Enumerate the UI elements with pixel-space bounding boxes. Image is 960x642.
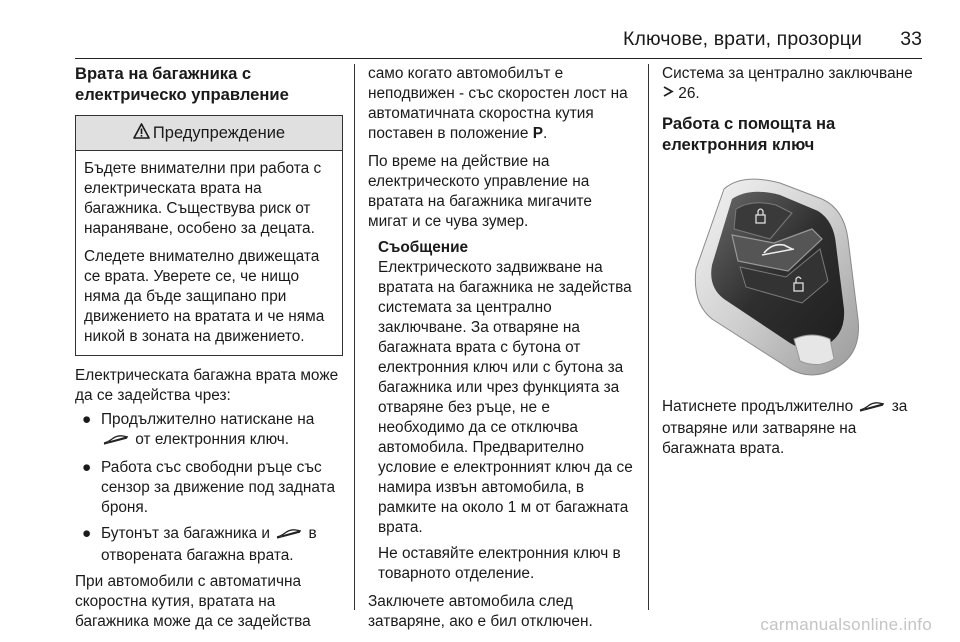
header-rule bbox=[75, 58, 922, 59]
bullet-icon: ● bbox=[82, 459, 92, 476]
intro-text: Електрическата багажна врата може да се задейства чрез: bbox=[75, 367, 339, 404]
paragraph-1-end: . bbox=[542, 125, 548, 142]
header-title: Ключове, врати, прозорци bbox=[623, 28, 862, 50]
note-title: Съобщение bbox=[378, 239, 469, 256]
column-3 bbox=[662, 64, 924, 459]
bullet3-text-end: в отворената багажна врата. bbox=[101, 525, 317, 564]
warning-triangle-icon bbox=[133, 123, 150, 144]
column-divider-2 bbox=[648, 64, 649, 610]
bullet-icon: ● bbox=[82, 525, 92, 542]
tailgate-car-icon bbox=[103, 432, 129, 452]
column-2 bbox=[368, 64, 634, 632]
list-item bbox=[75, 524, 343, 566]
warning-box bbox=[75, 115, 343, 356]
instruction-text-end: за отваряне или затваряне на багажната врата. bbox=[662, 398, 908, 457]
section-heading: Врата на багажника с електрическо управление bbox=[75, 64, 289, 104]
bullet-list bbox=[75, 410, 343, 566]
note-text-1: Електрическото задвижване на вратата на багажника не задейства системата за централно заключване. За отваряне на багажната врата с бутона от електронния ключ или с бутона за багажника или чрез функцията за отваряне без ръце, не е необходимо да се отключва автомобила. Предварително условие е електронният ключ да се намира извън автомобила, в рамките на около 1 м от багажната врата. bbox=[378, 259, 633, 536]
warning-label: Предупреждение bbox=[152, 124, 286, 142]
paragraph-3: Заключете автомобила след затваряне, ако е бил отключен. bbox=[368, 593, 593, 630]
reference-text bbox=[662, 64, 924, 104]
bullet-icon: ● bbox=[82, 411, 92, 428]
paragraph-2: По време на действие на електрическото управление на вратата на багажника мигачите мигат и се чува зумер. bbox=[368, 153, 592, 230]
paragraph-1-text: само когато автомобилът е неподвижен - със скоростен лост на автоматичната скоростна кутия поставен в положение bbox=[368, 65, 628, 142]
reference-page: 26. bbox=[678, 85, 700, 102]
watermark: carmanualsonline.info bbox=[760, 615, 932, 634]
paragraph-1 bbox=[368, 64, 634, 144]
note-text-2: Не оставяйте електронния ключ в товарното отделение. bbox=[378, 545, 621, 582]
warning-header bbox=[76, 116, 342, 151]
bullet2-text: Работа със свободни ръце със сензор за движение под задната броня. bbox=[101, 459, 336, 516]
outro-text: При автомобили с автоматична скоростна кутия, вратата на багажника може да се задейства bbox=[75, 573, 311, 630]
column-1 bbox=[75, 64, 343, 632]
bullet1-text-start: Продължително натискане на bbox=[101, 411, 315, 428]
warning-text-2: Следете внимателно движещата се врата. Уверете се, че нищо няма да бъде защипано при движението на вратата и че няма никой в зоната на движението. bbox=[84, 248, 325, 345]
list-item bbox=[75, 410, 343, 452]
electronic-key-illustration bbox=[662, 169, 924, 389]
warning-body bbox=[76, 151, 342, 355]
note-block bbox=[368, 238, 634, 584]
reference-label: Система за централно заключване bbox=[662, 65, 913, 82]
list-item bbox=[75, 458, 343, 518]
page-number: 33 bbox=[900, 28, 922, 50]
tailgate-car-icon bbox=[859, 399, 885, 419]
instruction-text bbox=[662, 397, 924, 459]
gear-position: P bbox=[532, 125, 543, 142]
arrow-ref-icon bbox=[662, 85, 674, 102]
subsection-heading: Работа с помощта на електронния ключ bbox=[662, 114, 836, 154]
bullet3-text-start: Бутонът за багажника и bbox=[101, 525, 270, 542]
tailgate-car-icon bbox=[276, 526, 302, 546]
column-divider-1 bbox=[354, 64, 355, 610]
bullet1-text-end: от електронния ключ. bbox=[135, 431, 290, 448]
warning-text-1: Бъдете внимателни при работа с електрическата врата на багажника. Съществува риск от нараняване, особено за децата. bbox=[84, 160, 322, 237]
instruction-text-start: Натиснете продължително bbox=[662, 398, 854, 415]
